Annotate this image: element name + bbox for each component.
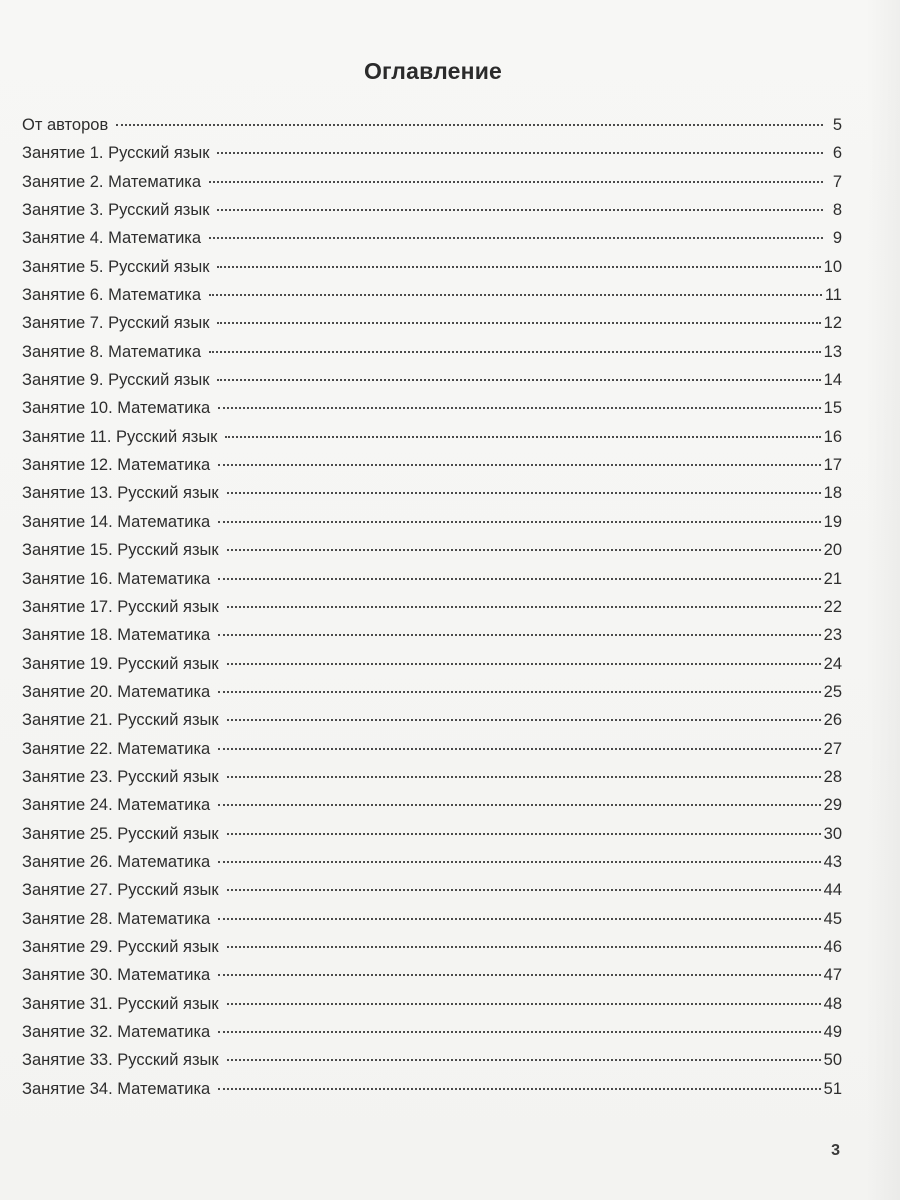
toc-entry-page: 7 (832, 172, 842, 191)
toc-entry-page: 44 (823, 881, 842, 900)
dot-leader (227, 776, 821, 778)
toc-entry (22, 796, 842, 824)
toc-entry (22, 258, 842, 286)
toc-entry (22, 825, 842, 853)
toc-entry-label: Занятие 23. Русский язык (22, 767, 219, 786)
toc-entry-label: Занятие 6. Математика (22, 286, 202, 305)
toc-entry-label: Занятие 15. Русский язык (22, 541, 219, 560)
toc-entry-page: 13 (823, 342, 842, 361)
dot-leader (116, 124, 823, 126)
toc-entry-label: Занятие 19. Русский язык (22, 654, 219, 673)
toc-entry (22, 881, 842, 909)
dot-leader (217, 266, 820, 268)
toc-entry-page: 46 (823, 937, 842, 956)
toc-entry-page: 8 (832, 201, 842, 220)
toc-entry-page: 16 (823, 427, 842, 446)
dot-leader (218, 974, 820, 976)
dot-leader (218, 691, 820, 693)
toc-entry-page: 24 (823, 654, 842, 673)
dot-leader (217, 152, 823, 154)
toc-entry-page: 21 (823, 569, 842, 588)
toc-entry-label: Занятие 29. Русский язык (22, 937, 219, 956)
dot-leader (217, 209, 823, 211)
dot-leader (227, 606, 821, 608)
toc-entry-page: 15 (823, 399, 842, 418)
toc-entry-page: 9 (832, 229, 842, 248)
toc-entry (22, 286, 842, 314)
toc-entry-label: От авторов (22, 116, 109, 134)
toc-entry-page: 47 (823, 966, 842, 985)
toc-entry-page: 48 (823, 994, 842, 1013)
toc-entry-label: Занятие 34. Математика (22, 1079, 211, 1098)
toc-entry-label: Занятие 11. Русский язык (22, 427, 218, 446)
toc-entry-label: Занятие 3. Русский язык (22, 201, 210, 220)
dot-leader (227, 719, 821, 721)
dot-leader (227, 1003, 821, 1005)
toc-entry (22, 1051, 842, 1079)
toc-entry-page: 51 (823, 1079, 842, 1098)
toc-entry (22, 343, 842, 371)
toc-entry-page: 29 (823, 796, 842, 815)
toc-entry-page: 5 (832, 116, 842, 134)
dot-leader (218, 578, 820, 580)
toc-entry (22, 201, 842, 229)
toc-entry (22, 938, 842, 966)
toc-entry (22, 683, 842, 711)
dot-leader (209, 294, 822, 296)
toc-entry-label: Занятие 5. Русский язык (22, 257, 210, 276)
toc-entry (22, 229, 842, 257)
dot-leader (218, 804, 820, 806)
dot-leader (218, 748, 820, 750)
toc-entry-label: Занятие 27. Русский язык (22, 881, 219, 900)
toc-entry (22, 570, 842, 598)
dot-leader (227, 492, 821, 494)
toc-entry-label: Занятие 32. Математика (22, 1023, 211, 1041)
toc-entry (22, 371, 842, 399)
page-edge-shadow (866, 0, 900, 1200)
toc-entry-page: 18 (823, 484, 842, 503)
toc-entry (22, 655, 842, 683)
toc-entry-page: 12 (823, 314, 842, 333)
toc-entry-label: Занятие 26. Математика (22, 852, 211, 871)
page-number: 3 (831, 1142, 840, 1159)
dot-leader (209, 351, 821, 353)
toc-entry-page: 43 (823, 852, 842, 871)
toc-entry (22, 484, 842, 512)
toc-entry-page: 11 (824, 286, 842, 305)
toc-entry (22, 314, 842, 342)
dot-leader (209, 237, 823, 239)
dot-leader (218, 521, 820, 523)
toc-entry-label: Занятие 1. Русский язык (22, 144, 210, 163)
toc-entry-label: Занятие 25. Русский язык (22, 824, 219, 843)
toc-entry-label: Занятие 4. Математика (22, 229, 202, 248)
toc-entry-label: Занятие 8. Математика (22, 342, 202, 361)
dot-leader (227, 889, 821, 891)
dot-leader (227, 549, 821, 551)
toc-entry-page: 22 (823, 597, 842, 616)
dot-leader (227, 1059, 821, 1061)
toc-entry-label: Занятие 14. Математика (22, 512, 211, 531)
toc-entry-page: 45 (823, 909, 842, 928)
toc-entry (22, 768, 842, 796)
dot-leader (227, 833, 821, 835)
dot-leader (218, 1031, 820, 1033)
toc-entry-label: Занятие 17. Русский язык (22, 597, 219, 616)
toc-entry (22, 626, 842, 654)
toc-entry-page: 23 (823, 626, 842, 645)
toc-entry-label: Занятие 2. Математика (22, 172, 202, 191)
toc-entry (22, 995, 842, 1023)
toc-entry-page: 50 (823, 1051, 842, 1070)
toc-entry-label: Занятие 16. Математика (22, 569, 211, 588)
toc-entry-label: Занятие 12. Математика (22, 456, 211, 475)
toc-entry-label: Занятие 28. Математика (22, 909, 211, 928)
toc-entry-label: Занятие 7. Русский язык (22, 314, 210, 333)
toc-entry-label: Занятие 30. Математика (22, 966, 211, 985)
dot-leader (209, 181, 823, 183)
toc-entry-page: 25 (823, 682, 842, 701)
toc-entry (22, 399, 842, 427)
toc-entry-label: Занятие 24. Математика (22, 796, 211, 815)
toc-entry-label: Занятие 33. Русский язык (22, 1051, 219, 1070)
dot-leader (218, 407, 820, 409)
dot-leader (225, 436, 820, 438)
dot-leader (218, 918, 820, 920)
toc-entry-label: Занятие 22. Математика (22, 739, 211, 758)
toc-entry-label: Занятие 20. Математика (22, 682, 211, 701)
toc-entry-label: Занятие 18. Математика (22, 626, 211, 645)
toc-entry-page: 14 (823, 371, 842, 390)
toc-entry (22, 116, 842, 144)
toc-entry (22, 428, 842, 456)
toc-entry-label: Занятие 31. Русский язык (22, 994, 219, 1013)
toc-entry-page: 10 (823, 257, 842, 276)
toc-entry-page: 20 (823, 541, 842, 560)
toc-entry (22, 1023, 842, 1051)
toc-entry (22, 513, 842, 541)
dot-leader (218, 861, 820, 863)
toc-entry (22, 598, 842, 626)
toc-entry (22, 456, 842, 484)
dot-leader (218, 634, 820, 636)
toc-entry (22, 144, 842, 172)
dot-leader (218, 464, 820, 466)
toc-entry-page: 6 (832, 144, 842, 163)
toc-entry-page: 27 (823, 739, 842, 758)
toc-entry (22, 740, 842, 768)
toc-entry (22, 853, 842, 881)
toc-entry (22, 966, 842, 994)
table-of-contents (22, 116, 842, 1108)
dot-leader (227, 946, 821, 948)
toc-entry (22, 173, 842, 201)
toc-entry-page: 26 (823, 711, 842, 730)
toc-entry-label: Занятие 13. Русский язык (22, 484, 219, 503)
toc-entry-label: Занятие 21. Русский язык (22, 711, 219, 730)
toc-entry (22, 910, 842, 938)
toc-entry-label: Занятие 9. Русский язык (22, 371, 210, 390)
dot-leader (227, 663, 821, 665)
toc-entry-page: 49 (823, 1023, 842, 1041)
toc-entry (22, 711, 842, 739)
toc-entry-label: Занятие 10. Математика (22, 399, 211, 418)
page-title: Оглавление (363, 58, 503, 84)
toc-entry-page: 17 (823, 456, 842, 475)
toc-entry-page: 30 (823, 824, 842, 843)
toc-entry (22, 1080, 842, 1108)
toc-entry-page: 28 (823, 767, 842, 786)
dot-leader (218, 1088, 820, 1090)
dot-leader (217, 322, 820, 324)
dot-leader (217, 379, 820, 381)
toc-entry (22, 541, 842, 569)
toc-entry-page: 19 (823, 512, 842, 531)
